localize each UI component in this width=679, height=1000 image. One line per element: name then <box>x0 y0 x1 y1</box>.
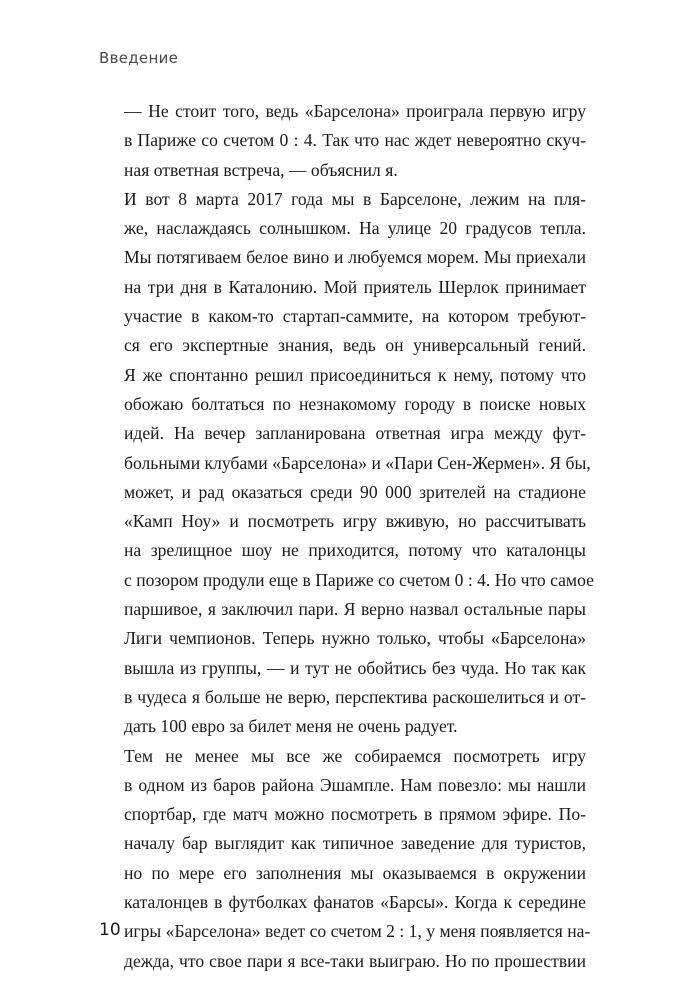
text-line: — Не стоит того, ведь «Барселона» проиграла первую игру <box>124 101 586 121</box>
text-line: в Париже со счетом 0 : 4. Так что нас ждет невероятно скуч- <box>124 130 586 151</box>
text-line: игры «Барселона» ведет со счетом 2 : 1, у меня появляется на- <box>124 921 591 942</box>
text-line: началу бар выглядит как типичное заведение для туристов, <box>124 833 586 854</box>
text-line: может, и рад оказаться среди 90 000 зрителей на стадионе <box>124 481 586 502</box>
body-text <box>99 97 594 976</box>
text-line: ся его экспертные знания, ведь он универсальный гений. <box>124 335 586 356</box>
text-line: в чудеса я больше не верю, перспектива раскошелиться и от- <box>124 686 586 707</box>
page-number: 10 <box>99 920 121 940</box>
text-line: участие в каком-то стартап-саммите, на котором требуют- <box>124 306 586 327</box>
text-line: спортбар, где матч можно посмотреть в прямом эфире. По- <box>124 804 586 825</box>
paragraph <box>99 742 591 976</box>
text-line: вышла из группы, — и тут не обойтись без чуда. Но так как <box>124 657 586 678</box>
paragraph <box>99 97 586 185</box>
text-line: паршивое, я заключил пари. Я верно назвал остальные пары <box>124 599 586 620</box>
text-line: на зрелищное шоу не приходится, потому что каталонцы <box>124 540 586 561</box>
running-head: Введение <box>99 49 179 67</box>
text-line: ная ответная встреча, — объяснил я. <box>124 159 398 180</box>
text-line: каталонцев в футболках фанатов «Барсы». Когда к середине <box>124 892 586 913</box>
text-line: обожаю болтаться по незнакомому городу в поиске новых <box>124 393 586 414</box>
text-line: Мы потягиваем белое вино и любуемся морем. Мы приехали <box>124 247 586 268</box>
paragraph <box>99 185 594 742</box>
text-line: Я же спонтанно решил присоединиться к нему, потому что <box>124 364 586 385</box>
text-line: идей. На вечер запланирована ответная игра между фут- <box>124 423 586 444</box>
text-line: Тем не менее мы все же собираемся посмотреть игру <box>124 745 586 766</box>
text-line: же, наслаждаясь солнышком. На улице 20 градусов тепла. <box>124 218 586 239</box>
text-line: дежда, что свое пари я все-таки выиграю. Но по прошествии <box>124 950 586 971</box>
text-line: дать 100 евро за билет меня не очень радует. <box>124 716 458 737</box>
text-line: больными клубами «Барселона» и «Пари Сен-Жермен». Я бы, <box>124 452 591 473</box>
text-line: но по мере его заполнения мы оказываемся в окружении <box>124 862 586 883</box>
text-line: с позором продули еще в Париже со счетом 0 : 4. Но что самое <box>124 569 594 590</box>
text-line: Лиги чемпионов. Теперь нужно только, чтобы «Барселона» <box>124 628 586 649</box>
text-line: в одном из баров района Эшампле. Нам повезло: мы нашли <box>124 774 586 795</box>
text-line: «Камп Ноу» и посмотреть игру вживую, но рассчитывать <box>124 511 586 532</box>
text-line: И вот 8 марта 2017 года мы в Барселоне, лежим на пля- <box>124 188 586 209</box>
text-line: на три дня в Каталонию. Мой приятель Шерлок принимает <box>124 276 586 297</box>
